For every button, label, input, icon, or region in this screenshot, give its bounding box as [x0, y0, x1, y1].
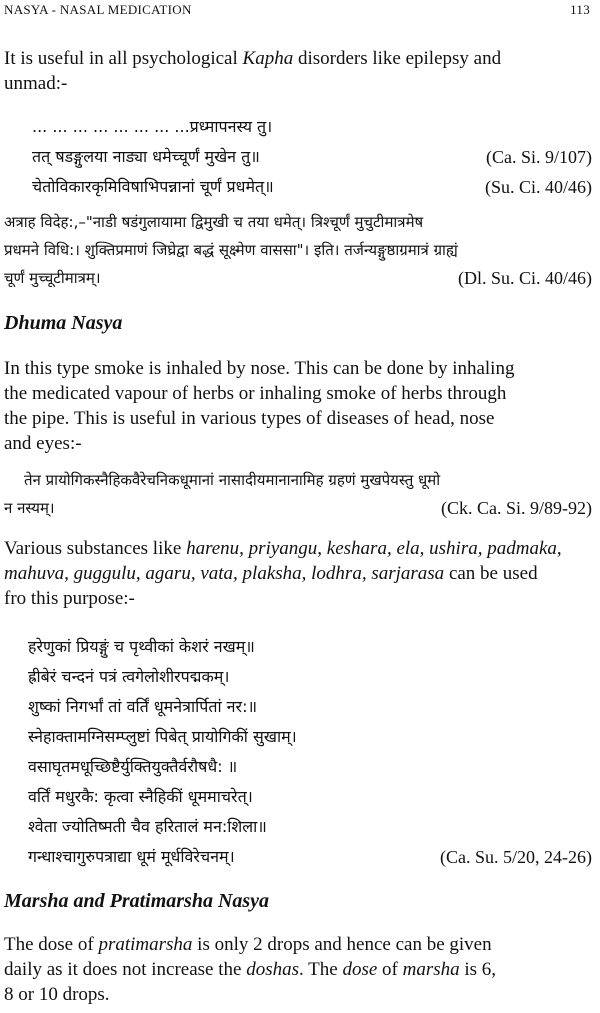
verse-line: वसाघृतमधूच्छिष्टैर्युक्तियुक्तैर्वरौषधै: ॥ [28, 757, 238, 776]
citation: (Ck. Ca. Si. 9/89-92) [441, 498, 592, 518]
verse-line: हरेणुकां प्रियङ्गुं च पृथ्वीकां केशरं नखम्॥ [28, 637, 255, 656]
verse-line: वर्तिं मधुरकै: कृत्वा स्नैहिकीं धूममाचरेत्। [28, 787, 253, 806]
page-number: 113 [570, 2, 590, 17]
verse-block-1 [32, 112, 592, 202]
citation: (Ca. Si. 9/107) [486, 147, 592, 167]
substances-paragraph: Various substances like harenu, priyangu, keshara, ela, ushira, padmaka, mahuva, guggulu, agaru, vata, plaksha, lodhra, sarjarasa can be used fro this purpose:- [4, 538, 562, 609]
verse-line: स्नेहाक्तामग्निसम्प्लुष्टां पिबेत् प्रायोगिकीं सुखाम्। [28, 727, 297, 746]
running-title: NASYA - NASAL MEDICATION [4, 2, 192, 17]
verse-line: गन्धाश्चागुरुपत्राद्या धूमं मूर्धविरेचनम्। (Ca. Su. 5/20, 24-26) [28, 842, 592, 872]
verse-line: ... ... ... ... ... ... ... ...प्रध्मापनस्य तु। [32, 117, 273, 136]
verse-line: तत् षडङ्गुलया नाड्या धमेच्चूर्णं मुखेन तु॥ (Ca. Si. 9/107) [32, 142, 592, 172]
section-heading-dhuma: Dhuma Nasya [4, 312, 123, 334]
running-header [4, 2, 590, 20]
dhuma-verse: तेन प्रायोगिकस्नैहिकवैरेचनिकधूमानां नासादीयमानानामिह ग्रहणं मुखपेयस्तु धूमो न नस्यम्। (Ck. Ca. Si. 9/89-92) [24, 466, 592, 522]
marsha-paragraph: The dose of pratimarsha is only 2 drops and hence can be given daily as it does not increase the doshas. The dose of marsha is 6, 8 or 10 drops. [4, 934, 497, 1005]
citation: (Dl. Su. Ci. 40/46) [457, 268, 592, 288]
section-heading-marsha: Marsha and Pratimarsha Nasya [4, 890, 270, 912]
citation: (Su. Ci. 40/46) [484, 177, 592, 197]
verse-line: ह्रीबेरं चन्दनं पत्रं त्वगेलोशीरपद्मकम्। [28, 667, 230, 686]
verse-line: श्वेता ज्योतिष्मती चैव हरितालं मन:शिला॥ [28, 817, 267, 836]
verse-line: शुष्कां निगर्भां तां वर्तिं धूमनेत्रार्पितां नर:॥ [28, 697, 258, 716]
verse-line: चेतोविकारकृमिविषाभिपन्नानां चूर्णं प्रधमेत्॥ (Su. Ci. 40/46) [32, 172, 592, 202]
dalhana-commentary: अत्राह विदेह:,–"नाडी षडंगुलायामा द्विमुखी च तया धमेत्। त्रिश्चूर्णं मुचुटीमात्रमेष प्रधमने विधि:। शुक्तिप्रमाणं जिघ्रेद्वा बद्धं सूक्ष्मेण वाससा"। इति। तर्जन्यङ्गुष्ठाग्रमात्रं ग्राह्यं चूर्णं मुच्चूटीमात्रम्। (Dl. Su. Ci. 40/46) [4, 208, 592, 292]
intro-paragraph: It is useful in all psychological Kapha disorders like epilepsy and unmad:- [4, 48, 502, 94]
verse-block-2 [28, 632, 592, 872]
citation: (Ca. Su. 5/20, 24-26) [440, 847, 592, 867]
dhuma-paragraph: In this type smoke is inhaled by nose. This can be done by inhaling the medicated vapour of herbs or inhaling smoke of herbs through the pipe. This is useful in various types of diseases of head, nose and eyes:- [4, 358, 515, 454]
